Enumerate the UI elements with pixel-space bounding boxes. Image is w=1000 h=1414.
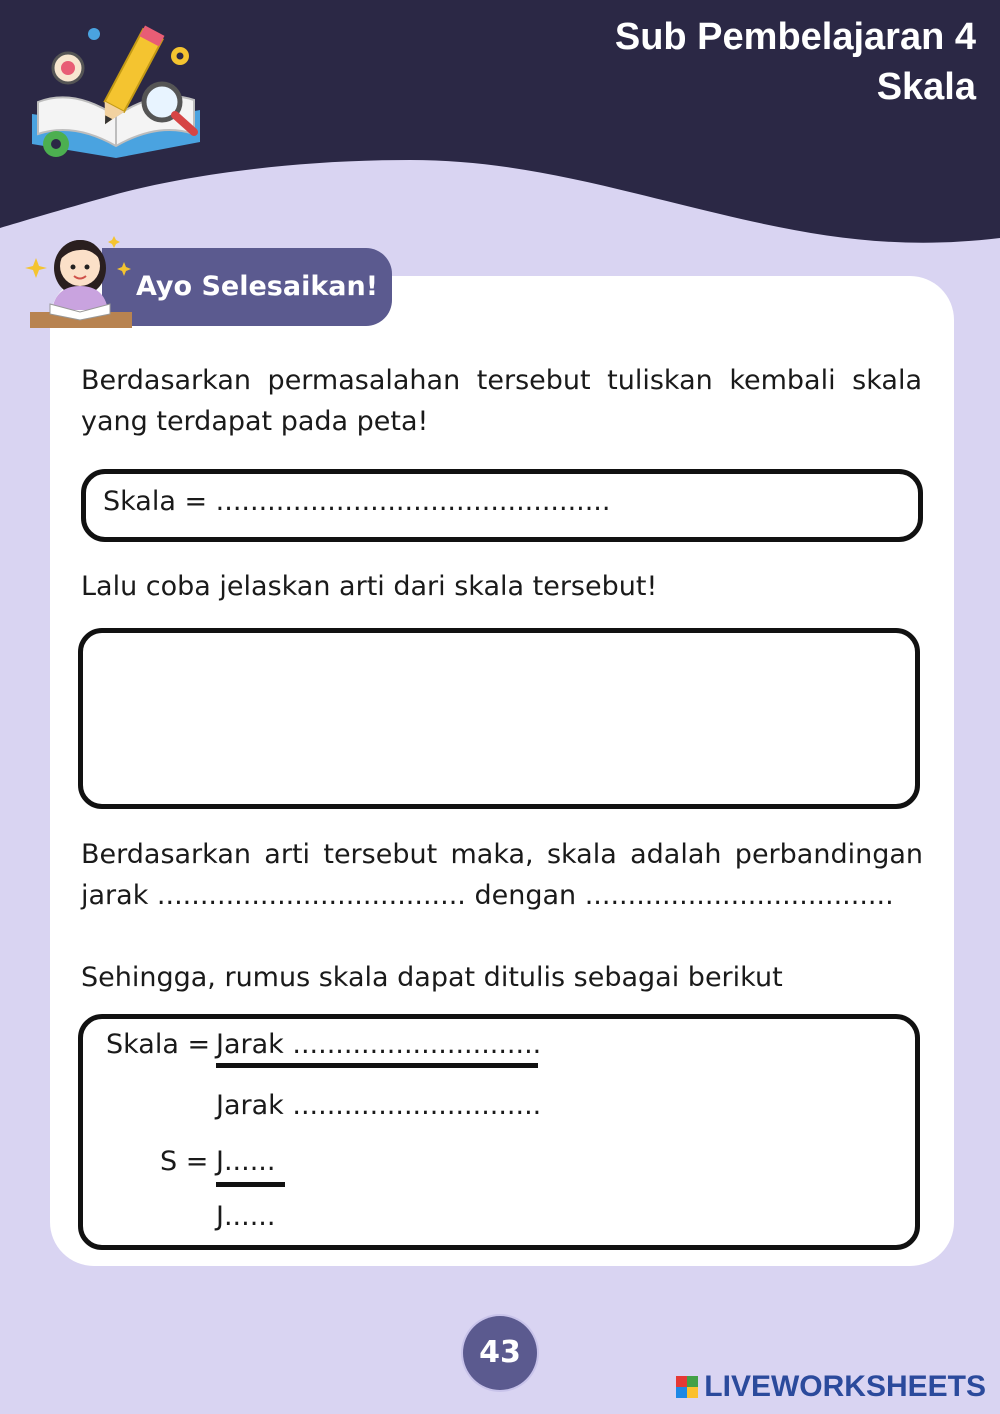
explanation-answer-box[interactable]: [78, 628, 920, 809]
formula-skala-label: Skala =: [106, 1029, 211, 1060]
book-pencil-illustration: [24, 22, 214, 172]
question-4-text: Sehingga, rumus skala dapat ditulis sebagai berikut: [81, 962, 783, 993]
liveworksheets-icon: [676, 1376, 698, 1398]
liveworksheets-logo: [676, 1370, 986, 1404]
subtitle-line: Sub Pembelajaran 4: [614, 16, 976, 58]
question-3-text: Berdasarkan arti tersebut maka, skala adalah perbandingan: [81, 839, 923, 870]
skala-field-label: Skala = ..............................................: [103, 486, 611, 517]
formula-s-label: S =: [160, 1146, 209, 1177]
formula-numerator-field[interactable]: Jarak .............................: [216, 1029, 542, 1060]
short-fraction-bar: [216, 1182, 285, 1187]
formula-s-numerator-field[interactable]: J......: [216, 1146, 276, 1177]
brand-name: LIVEWORKSHEETS: [704, 1370, 986, 1403]
title-line: Skala: [876, 66, 976, 108]
skala-answer-box[interactable]: [81, 469, 923, 542]
formula-s-denominator-field[interactable]: J......: [216, 1201, 276, 1232]
page-title: [615, 12, 976, 112]
page-number-badge: 43: [463, 1316, 537, 1390]
formula-denominator-field[interactable]: Jarak .............................: [216, 1090, 542, 1121]
studying-girl-illustration: [22, 218, 140, 334]
fraction-bar: [216, 1063, 538, 1068]
question-2-text: Lalu coba jelaskan arti dari skala tersebut!: [81, 571, 658, 602]
question-1-text: Berdasarkan permasalahan tersebut tuliskan kembali skala: [81, 365, 922, 396]
question-3-continuation: jarak .................................... dengan ....................................: [81, 880, 894, 911]
section-tag: Ayo Selesaikan!: [102, 248, 392, 326]
question-1-continuation: yang terdapat pada peta!: [81, 406, 429, 437]
